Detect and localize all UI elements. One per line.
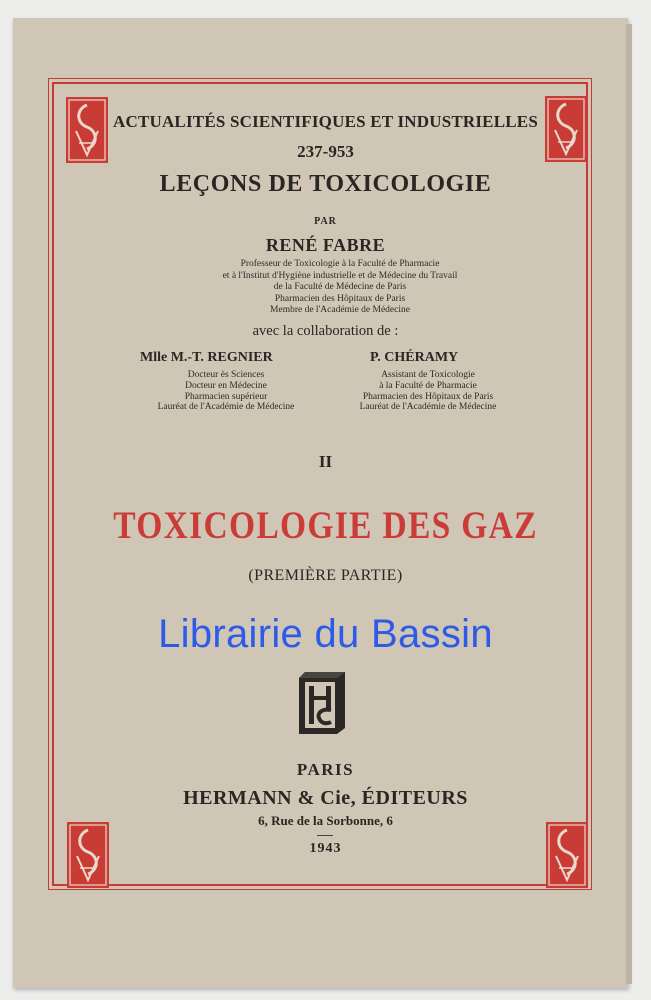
hc-monogram-logo bbox=[291, 668, 351, 738]
publisher-city: PARIS bbox=[296, 760, 355, 779]
divider bbox=[317, 835, 333, 836]
series-number: 237-953 bbox=[297, 142, 354, 161]
credential-line: Pharmacien des Hôpitaux de Paris bbox=[274, 293, 406, 304]
credential-line: Membre de l'Académie de Médecine bbox=[270, 305, 410, 316]
credential-line: Lauréat de l'Académie de Médecine bbox=[359, 402, 497, 413]
credential-line: de la Faculté de Médecine de Paris bbox=[273, 282, 407, 293]
collaborator-credentials bbox=[140, 370, 312, 413]
publication-year: 1943 bbox=[309, 841, 342, 856]
credential-line: Assistant de Toxicologie bbox=[381, 370, 475, 380]
collaboration-label: avec la collaboration de : bbox=[252, 323, 399, 339]
credential-line: Docteur ès Sciences bbox=[187, 370, 265, 380]
volume-number: II bbox=[318, 452, 333, 471]
series-title: ACTUALITÉS SCIENTIFIQUES ET INDUSTRIELLES bbox=[112, 112, 538, 131]
collaborator-name: Mlle M.-T. REGNIER bbox=[140, 350, 273, 365]
part-label: (PREMIÈRE PARTIE) bbox=[248, 567, 403, 584]
collaborator-credentials bbox=[335, 370, 521, 413]
credential-line: Pharmacien supérieur bbox=[184, 391, 268, 402]
author-credentials bbox=[140, 259, 540, 317]
credential-line: Pharmacien des Hôpitaux de Paris bbox=[362, 391, 494, 402]
publisher-name: HERMANN & Cie, ÉDITEURS bbox=[183, 787, 468, 809]
credential-line: Professeur de Toxicologie à la Faculté de Pharmacie bbox=[240, 259, 440, 269]
watermark-text: Librairie du Bassin bbox=[158, 612, 493, 656]
credential-line: et à l'Institut d'Hygiène industrielle et de Médecine du Travail bbox=[222, 270, 458, 281]
credential-line: Docteur en Médecine bbox=[185, 380, 267, 391]
credential-line: à la Faculté de Pharmacie bbox=[379, 380, 477, 391]
by-label: PAR bbox=[314, 216, 337, 227]
collection-title: LEÇONS DE TOXICOLOGIE bbox=[159, 171, 492, 197]
publisher-address: 6, Rue de la Sorbonne, 6 bbox=[258, 813, 393, 828]
credential-line: Lauréat de l'Académie de Médecine bbox=[157, 402, 295, 413]
book-title: TOXICOLOGIE DES GAZ bbox=[113, 504, 538, 547]
author-name: RENÉ FABRE bbox=[265, 235, 386, 255]
book-edge bbox=[626, 24, 632, 984]
collaborator-name: P. CHÉRAMY bbox=[370, 350, 459, 365]
